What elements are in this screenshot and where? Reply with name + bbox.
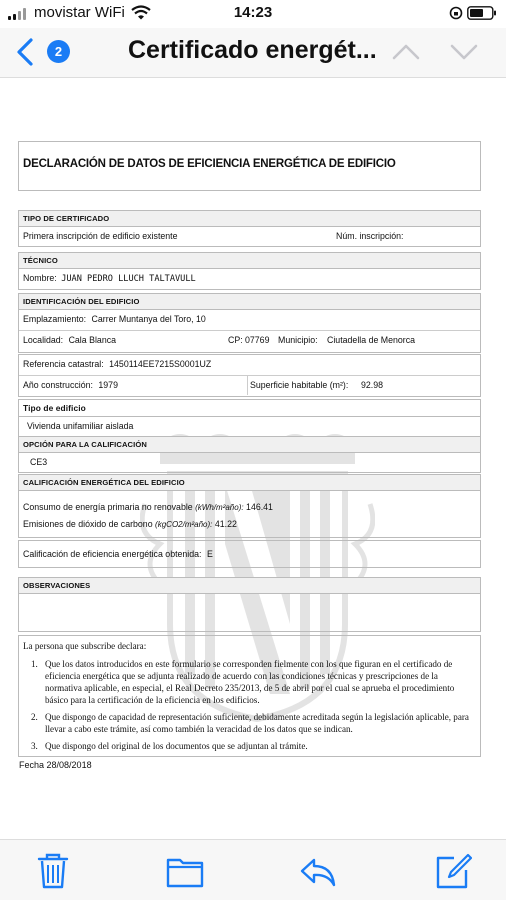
section-header: OBSERVACIONES: [19, 578, 480, 594]
up-chevron-icon[interactable]: [392, 43, 420, 61]
municipio-value: Ciutadella de Menorca: [327, 335, 416, 345]
declaracion-list: [23, 658, 476, 752]
compose-icon[interactable]: [434, 852, 472, 890]
num-inscripcion-label: Núm. inscripción:: [336, 231, 404, 241]
list-item: 1. Que los datos introducidos en este formulario se corresponden fielmente con los que figuran en el certificado de eficiencia energética que se adjunta realizado de acuerdo con las condiciones técnicas y prescripciones de la normativa aplicable, en especial, el Real Decreto 235/2013, de 5 de abril por el cual se aprueba el procedimiento básico para la certificación de la eficiencia en los edificios.: [31, 659, 455, 705]
municipio-label: Municipio:: [278, 335, 318, 345]
referencia-section: [18, 354, 481, 397]
consumo-label: Consumo de energía primaria no renovable: [23, 502, 193, 512]
localidad-label: Localidad:: [23, 335, 64, 345]
bottom-toolbar: [0, 839, 506, 900]
declaracion-intro: La persona que subscribe declara:: [23, 641, 147, 651]
eficiencia-value: E: [206, 549, 213, 559]
document-viewer[interactable]: [0, 79, 506, 839]
back-chevron-icon[interactable]: [14, 37, 36, 67]
identificacion-section: [18, 293, 481, 353]
emisiones-unit: (kgCO2/m²año):: [155, 520, 213, 529]
section-header: TIPO DE CERTIFICADO: [19, 211, 480, 227]
referencia-catastral-label: Referencia catastral:: [23, 359, 104, 369]
tecnico-section: [18, 252, 481, 290]
cp-label: CP:: [228, 335, 243, 345]
tipo-certificado-section: [18, 210, 481, 247]
consumo-unit: (kWh/m²año):: [195, 503, 244, 512]
anio-construccion-value: 1979: [98, 380, 118, 390]
section-header: TÉCNICO: [19, 253, 480, 269]
clock: 14:23: [233, 4, 273, 21]
cp-value: 07769: [245, 335, 270, 345]
section-header: OPCIÓN PARA LA CALIFICACIÓN: [19, 437, 480, 453]
fecha-label: Fecha: [19, 760, 45, 770]
down-chevron-icon[interactable]: [450, 43, 478, 61]
battery-icon: [467, 6, 497, 20]
opcion-value: CE3: [30, 457, 48, 467]
unread-count-badge[interactable]: 2: [47, 40, 70, 63]
trash-icon[interactable]: [34, 852, 72, 890]
tipo-edificio-section: [18, 399, 481, 437]
localidad-value: Cala Blanca: [68, 335, 116, 345]
tipo-edificio-value: Vivienda unifamiliar aislada: [27, 421, 134, 431]
opcion-section: [18, 436, 481, 473]
eficiencia-section: [18, 540, 481, 568]
reply-icon[interactable]: [299, 852, 337, 890]
tipo-certificado-value: Primera inscripción de edificio existente: [23, 231, 178, 241]
status-bar: [0, 0, 506, 28]
nombre-value: JUAN PEDRO LLUCH TALTAVULL: [61, 274, 196, 284]
superficie-value: 92.98: [361, 380, 384, 390]
list-item: 3. Que dispongo del original de los documentos que se adjuntan al trámite.: [31, 741, 308, 751]
section-header: CALIFICACIÓN ENERGÉTICA DEL EDIFICIO: [19, 475, 480, 491]
carrier-label: movistar WiFi: [34, 4, 125, 21]
calificacion-section: [18, 474, 481, 538]
eficiencia-label: Calificación de eficiencia energética obtenida:: [23, 549, 202, 559]
emisiones-value: 41.22: [214, 519, 237, 529]
fecha-line: [19, 760, 92, 770]
document-heading: DECLARACIÓN DE DATOS DE EFICIENCIA ENERGÉTICA DE EDIFICIO: [18, 141, 481, 191]
emplazamiento-label: Emplazamiento:: [23, 314, 87, 324]
nombre-label: Nombre:: [23, 273, 57, 283]
rotation-lock-icon: [449, 6, 463, 20]
declaracion-section: [18, 635, 481, 757]
section-header: IDENTIFICACIÓN DEL EDIFICIO: [19, 294, 480, 310]
emplazamiento-value: Carrer Muntanya del Toro, 10: [91, 314, 206, 324]
list-item: 2. Que dispongo de capacidad de representación suficiente, debidamente acreditada según la legislación aplicable, para llevar a cabo este trámite, así como también la veracidad de los datos que se indican.: [31, 712, 469, 734]
section-header: Tipo de edificio: [19, 400, 480, 417]
observaciones-section: [18, 577, 481, 632]
folder-icon[interactable]: [165, 852, 205, 890]
consumo-value: 146.41: [246, 502, 273, 512]
fecha-value: 28/08/2018: [46, 760, 92, 770]
anio-construccion-label: Año construcción:: [23, 380, 93, 390]
emisiones-label: Emisiones de dióxido de carbono: [23, 519, 153, 529]
navigation-bar: [0, 28, 506, 78]
page-title: Certificado energét...: [128, 36, 377, 64]
superficie-label: Superficie habitable (m²):: [250, 380, 349, 390]
referencia-catastral-value: 1450114EE7215S0001UZ: [109, 359, 212, 369]
